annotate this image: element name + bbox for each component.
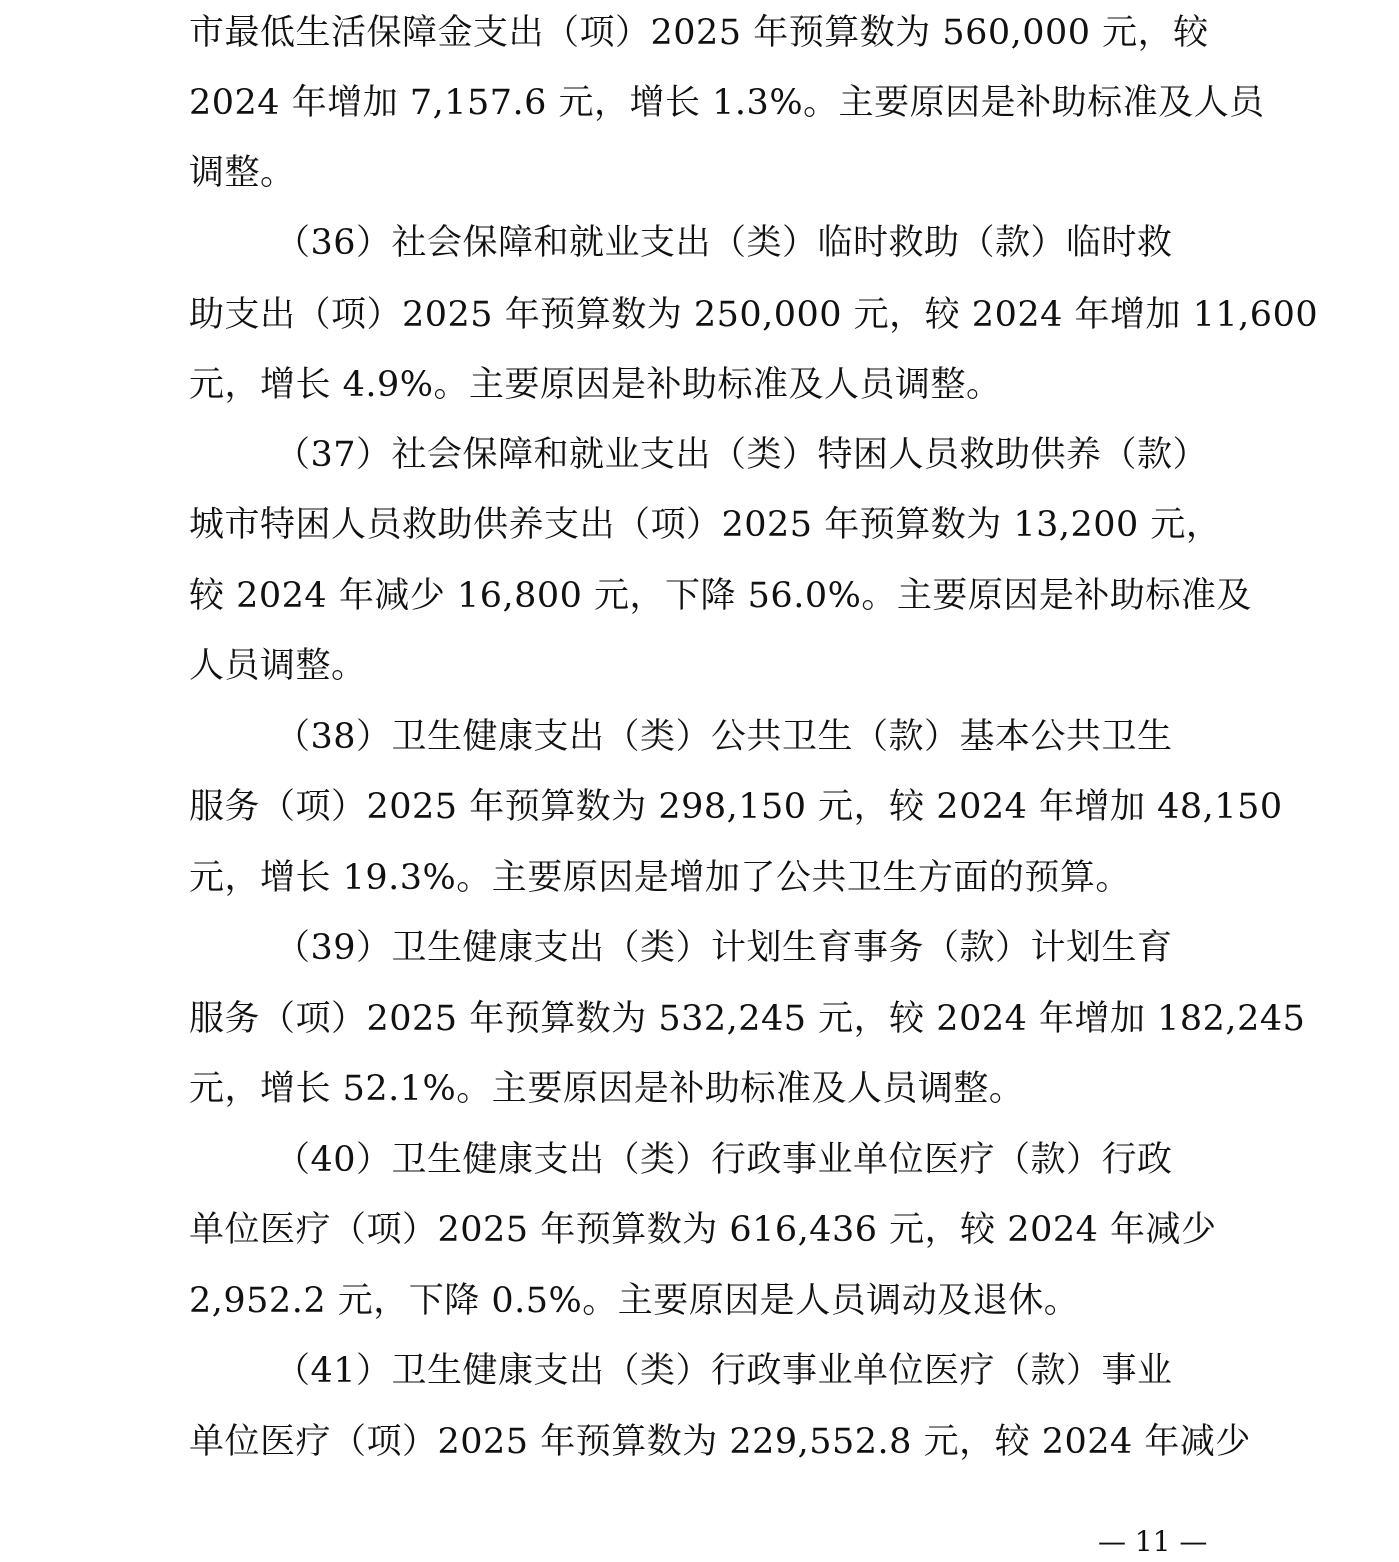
text-line: 较 2024 年减少 16,800 元，下降 56.0%。主要原因是补助标准及	[189, 576, 1252, 616]
paragraph-37-start: （37）社会保障和就业支出（类）特困人员救助供养（款）	[275, 435, 1209, 475]
text-line: 单位医疗（项）2025 年预算数为 229,552.8 元，较 2024 年减少	[189, 1422, 1251, 1462]
text-line: 元，增长 4.9%。主要原因是补助标准及人员调整。	[189, 365, 1002, 405]
text-line: 单位医疗（项）2025 年预算数为 616,436 元，较 2024 年减少	[189, 1210, 1217, 1250]
text-line: 服务（项）2025 年预算数为 298,150 元，较 2024 年增加 48,150	[189, 787, 1283, 827]
paragraph-40-start: （40）卫生健康支出（类）行政事业单位医疗（款）行政	[275, 1140, 1173, 1180]
text-line: 元，增长 52.1%。主要原因是补助标准及人员调整。	[189, 1069, 1025, 1109]
text-line: 调整。	[189, 153, 296, 193]
text-line: 服务（项）2025 年预算数为 532,245 元，较 2024 年增加 182,245	[189, 999, 1306, 1039]
text-line: 元，增长 19.3%。主要原因是增加了公共卫生方面的预算。	[189, 858, 1131, 898]
paragraph-41-start: （41）卫生健康支出（类）行政事业单位医疗（款）事业	[275, 1351, 1173, 1391]
page-number: — 11 —	[1098, 1525, 1208, 1558]
paragraph-39-start: （39）卫生健康支出（类）计划生育事务（款）计划生育	[275, 928, 1173, 968]
text-line: 助支出（项）2025 年预算数为 250,000 元，较 2024 年增加 11,600	[189, 295, 1319, 335]
paragraph-38-start: （38）卫生健康支出（类）公共卫生（款）基本公共卫生	[275, 717, 1173, 757]
text-line: 人员调整。	[189, 646, 367, 686]
text-line: 2024 年增加 7,157.6 元，增长 1.3%。主要原因是补助标准及人员	[189, 83, 1265, 123]
text-line: 2,952.2 元，下降 0.5%。主要原因是人员调动及退休。	[189, 1281, 1080, 1321]
paragraph-36-start: （36）社会保障和就业支出（类）临时救助（款）临时救	[275, 223, 1173, 263]
text-line: 市最低生活保障金支出（项）2025 年预算数为 560,000 元，较	[189, 13, 1209, 53]
text-line: 城市特困人员救助供养支出（项）2025 年预算数为 13,200 元，	[189, 505, 1222, 545]
